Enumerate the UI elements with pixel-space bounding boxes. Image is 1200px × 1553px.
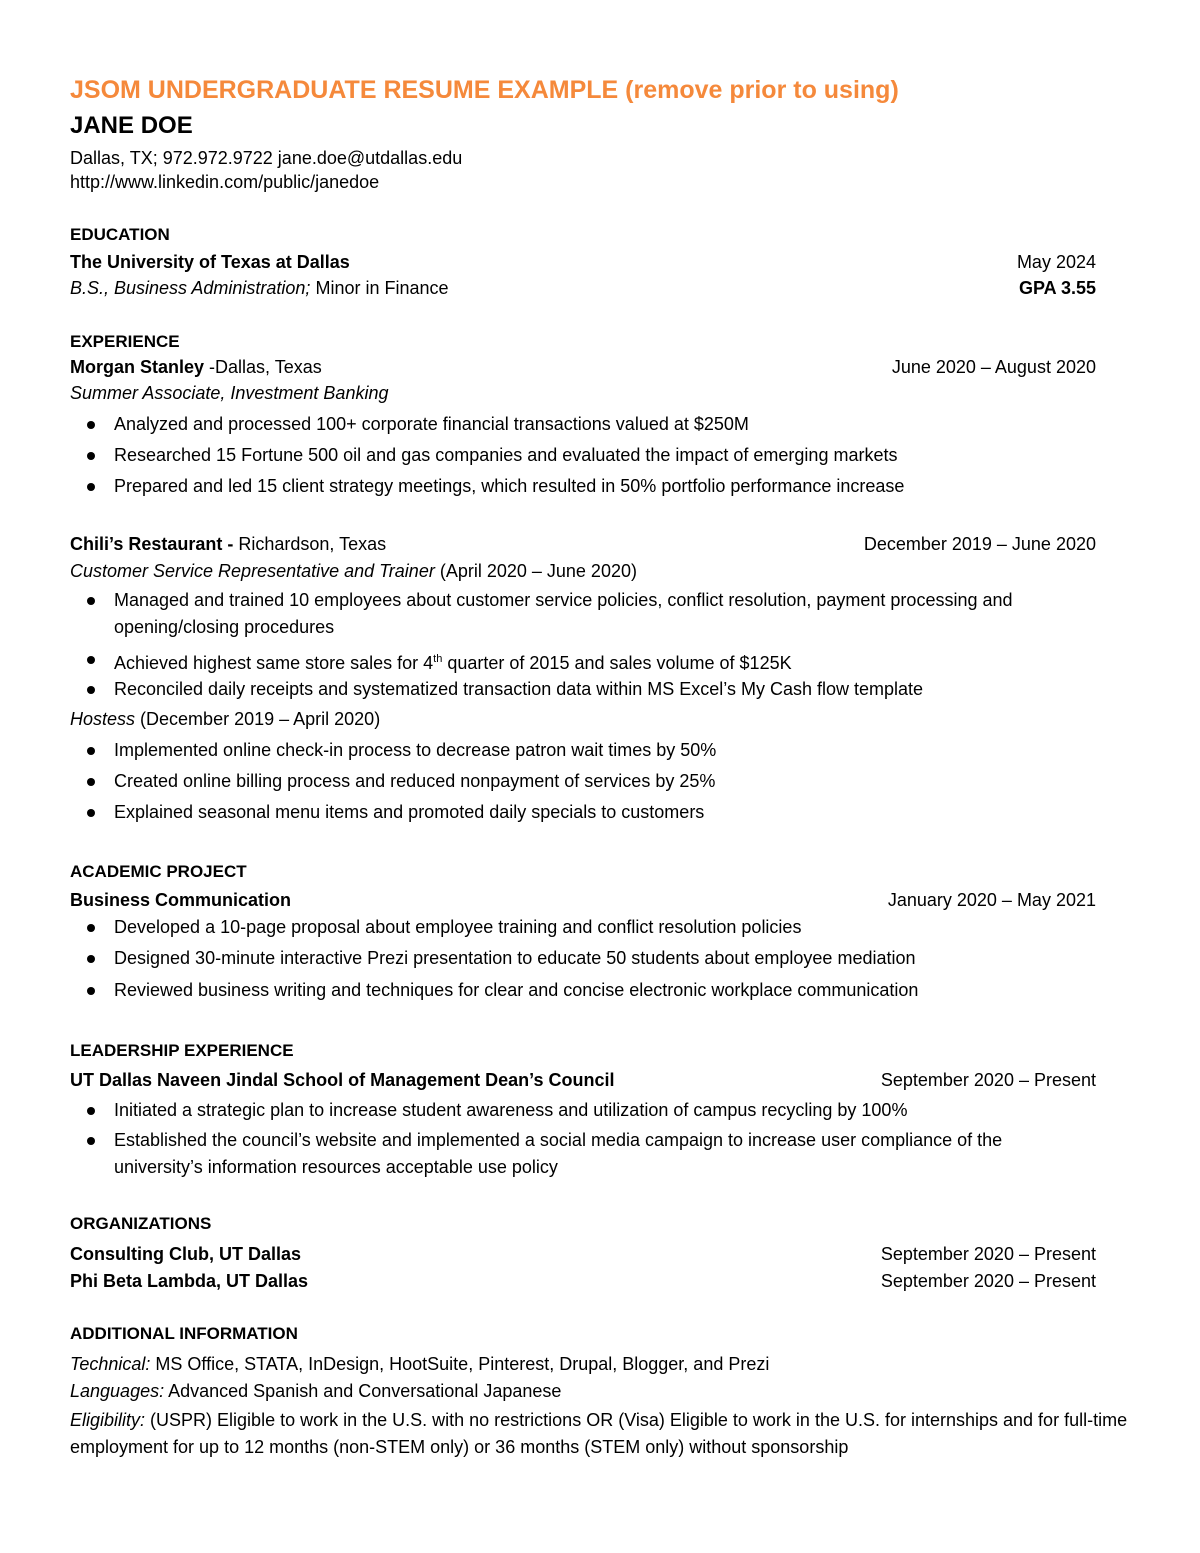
bullet-icon (87, 987, 95, 995)
list-item: Reconciled daily receipts and systematized transaction data within MS Excel’s My Cash flow template (114, 676, 1114, 703)
eligibility-line: Eligibility: (USPR) Eligible to work in the U.S. with no restrictions OR (Visa) Eligible to work in the U.S. for internships and for full-time employment for up to 12 months (non-STEM only) or 36 months (STEM only) without sponsorship (70, 1410, 1128, 1457)
technical-line: Technical: MS Office, STATA, InDesign, HootSuite, Pinterest, Drupal, Blogger, and Prezi (70, 1354, 770, 1374)
bullet-icon (87, 421, 95, 429)
project-dates: January 2020 – May 2021 (887, 890, 1096, 910)
project-title: Business Communication (70, 890, 292, 910)
organizations-heading: ORGANIZATIONS (70, 1214, 212, 1233)
job2-dates: December 2019 – June 2020 (863, 534, 1096, 554)
degree: B.S., Business Administration; (70, 278, 311, 298)
list-item: Initiated a strategic plan to increase student awareness and utilization of campus recycling by 100% (114, 1097, 1114, 1124)
job2-header (70, 532, 386, 556)
linkedin-url: http://www.linkedin.com/public/janedoe (70, 172, 380, 192)
additional-heading: ADDITIONAL INFORMATION (70, 1324, 298, 1343)
job2-company: Chili’s Restaurant - (70, 534, 234, 554)
job2-location: Richardson, Texas (238, 534, 387, 554)
org-dates: September 2020 – Present (880, 1271, 1096, 1291)
list-item: Reviewed business writing and techniques for clear and concise electronic workplace communication (114, 977, 1114, 1004)
minor: Minor in Finance (315, 278, 449, 298)
role2-line (70, 707, 380, 731)
bullet-icon (87, 747, 95, 755)
role1-dates: (April 2020 – June 2020) (439, 561, 637, 581)
list-item: Managed and trained 10 employees about customer service policies, conflict resolution, payment processing and opening/closing procedures (114, 587, 1114, 641)
list-item: Implemented online check-in process to decrease patron wait times by 50% (114, 737, 1114, 764)
list-item: Researched 15 Fortune 500 oil and gas companies and evaluated the impact of emerging markets (114, 442, 1114, 469)
role1-line (70, 559, 637, 583)
graduation-date: May 2024 (1016, 252, 1096, 272)
leadership-dates: September 2020 – Present (880, 1070, 1096, 1090)
languages-line: Languages: Advanced Spanish and Conversational Japanese (70, 1381, 562, 1401)
bullet-icon (87, 1137, 95, 1145)
role2-title: Hostess (70, 709, 136, 729)
bullet-icon (87, 809, 95, 817)
bullet-icon (87, 597, 95, 605)
job1-company: Morgan Stanley (70, 357, 205, 377)
bullet-icon (87, 924, 95, 932)
bullet-icon (87, 778, 95, 786)
list-item: Analyzed and processed 100+ corporate financial transactions valued at $250M (114, 411, 1114, 438)
list-item: Created online billing process and reduced nonpayment of services by 25% (114, 768, 1114, 795)
list-item: Developed a 10-page proposal about employee training and conflict resolution policies (114, 914, 1114, 941)
leadership-title: UT Dallas Naveen Jindal School of Management Dean’s Council (70, 1070, 615, 1090)
list-item: Prepared and led 15 client strategy meetings, which resulted in 50% portfolio performance increase (114, 473, 1114, 500)
contact-line: Dallas, TX; 972.972.9722 jane.doe@utdallas.edu (70, 148, 463, 168)
bullet-icon (87, 452, 95, 460)
org-name: Phi Beta Lambda, UT Dallas (70, 1271, 309, 1291)
bullet-icon (87, 483, 95, 491)
degree-line (70, 276, 449, 300)
leadership-heading: LEADERSHIP EXPERIENCE (70, 1041, 294, 1060)
bullet-icon (87, 1107, 95, 1115)
candidate-name: JANE DOE (70, 112, 193, 139)
academic-heading: ACADEMIC PROJECT (70, 862, 247, 881)
job1-dates: June 2020 – August 2020 (891, 357, 1096, 377)
bullet-icon (87, 686, 95, 694)
bullet-icon (87, 656, 95, 664)
experience-heading: EXPERIENCE (70, 332, 180, 351)
bullet-icon (87, 955, 95, 963)
list-item: Explained seasonal menu items and promoted daily specials to customers (114, 799, 1114, 826)
gpa: GPA 3.55 (1018, 278, 1096, 298)
list-item: Designed 30-minute interactive Prezi presentation to educate 50 students about employee mediation (114, 945, 1114, 972)
education-heading: EDUCATION (70, 225, 170, 244)
role1-title: Customer Service Representative and Trainer (70, 561, 435, 581)
school-name: The University of Texas at Dallas (70, 252, 350, 272)
job1-header (70, 355, 322, 379)
list-item: Established the council’s website and implemented a social media campaign to increase user compliance of the university’s information resources acceptable use policy (114, 1127, 1054, 1181)
banner-title: JSOM UNDERGRADUATE RESUME EXAMPLE (remove prior to using) (70, 76, 899, 104)
job1-location: -Dallas, Texas (209, 357, 322, 377)
org-dates: September 2020 – Present (880, 1244, 1096, 1264)
list-item: Achieved highest same store sales for 4th quarter of 2015 and sales volume of $125K (114, 646, 1114, 677)
org-name: Consulting Club, UT Dallas (70, 1244, 302, 1264)
role2-dates: (December 2019 – April 2020) (140, 709, 381, 729)
job1-title: Summer Associate, Investment Banking (70, 383, 389, 403)
